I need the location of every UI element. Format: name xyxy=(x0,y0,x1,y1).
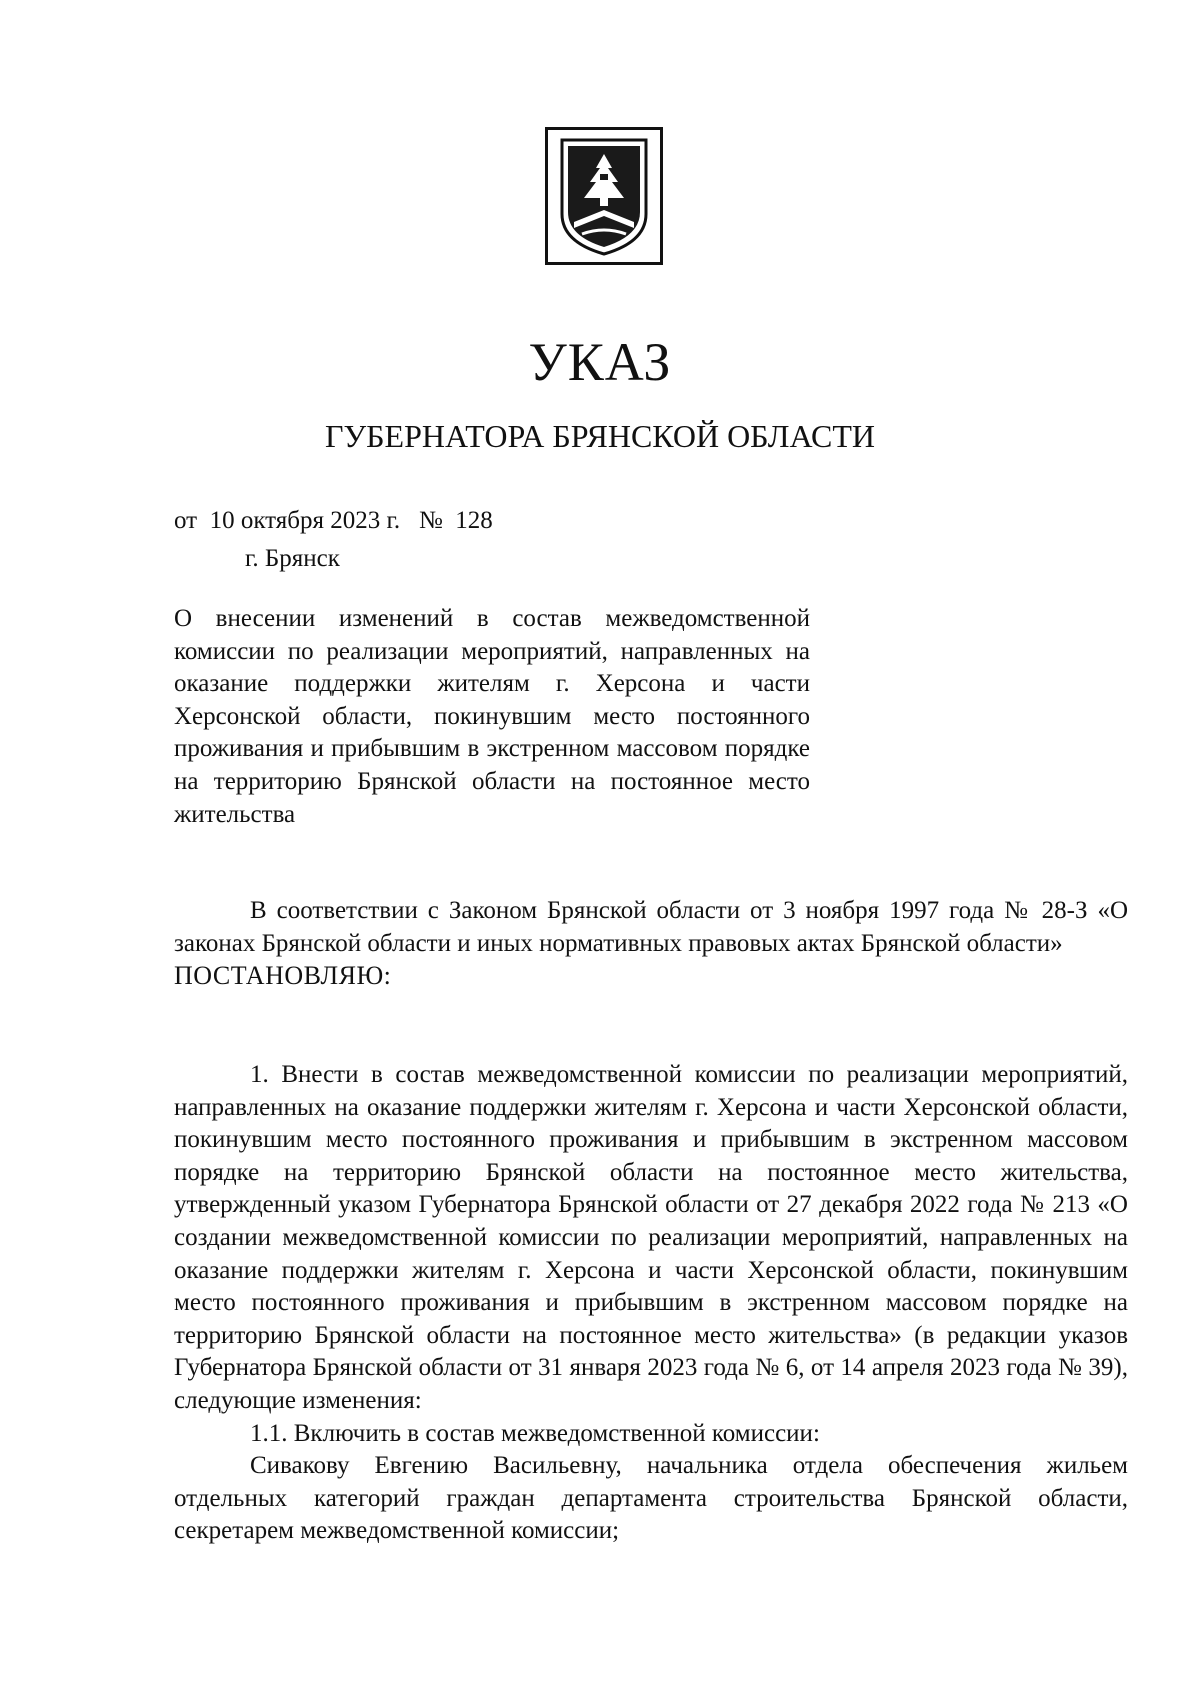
emblem-graphic xyxy=(548,130,660,262)
document-number: 128 xyxy=(455,507,493,534)
date-prefix: от xyxy=(174,507,198,534)
preamble-section xyxy=(174,895,1128,993)
decree-word: ПОСТАНОВЛЯЮ: xyxy=(174,961,392,991)
item-1-1-paragraph: 1.1. Включить в состав межведомственной комиссии: xyxy=(250,1419,820,1447)
document-heading: О внесении изменений в состав межведомственной комиссии по реализации мероприятий, направленных на оказание поддержки жителям г. Херсона и части Херсонской области, покинувшим место постоянного проживания и прибывшим в экстренном массовом порядке на территорию Брянской области на постоянное место жительства xyxy=(174,605,810,828)
document-city: г. Брянск xyxy=(245,545,340,572)
decree-items xyxy=(174,1059,1128,1548)
item-1-paragraph: 1. Внести в состав межведомственной комиссии по реализации мероприятий, направленных на оказание поддержки жителям г. Херсона и части Херсонской области, покинувшим место постоянного проживания и прибывшим в экстренном массовом порядке на территорию Брянской области на постоянное место жительства, утвержденный указом Губернатора Брянской области от 27 декабря 2022 года № 213 «О создании межведомственной комиссии по реализации мероприятий, направленных на оказание поддержки жителям г. Херсона и части Херсонской области, покинувшим место постоянного проживания и прибывшим в экстренном массовом порядке на территорию Брянской области на постоянное место жительства» (в редакции указов Губернатора Брянской области от 31 января 2023 года № 6, от 14 апреля 2023 года № 39), следующие изменения: xyxy=(174,1061,1128,1414)
document-date-line xyxy=(174,508,493,533)
preamble-paragraph: В соответствии с Законом Брянской области от 3 ноября 1997 года № 28-З «О законах Брянской области и иных нормативных правовых актах Брянской области» xyxy=(174,897,1128,957)
number-sign: № xyxy=(418,507,443,534)
bryansk-coat-of-arms-icon xyxy=(545,127,663,265)
document-date: 10 октября 2023 г. xyxy=(209,507,401,534)
document-title: УКАЗ xyxy=(528,332,672,392)
document-subtitle: ГУБЕРНАТОРА БРЯНСКОЙ ОБЛАСТИ xyxy=(325,418,875,454)
member-paragraph: Сивакову Евгению Васильевну, начальника отдела обеспечения жильем отдельных категорий граждан департамента строительства Брянской области, секретарем межведомственной комиссии; xyxy=(174,1452,1128,1545)
